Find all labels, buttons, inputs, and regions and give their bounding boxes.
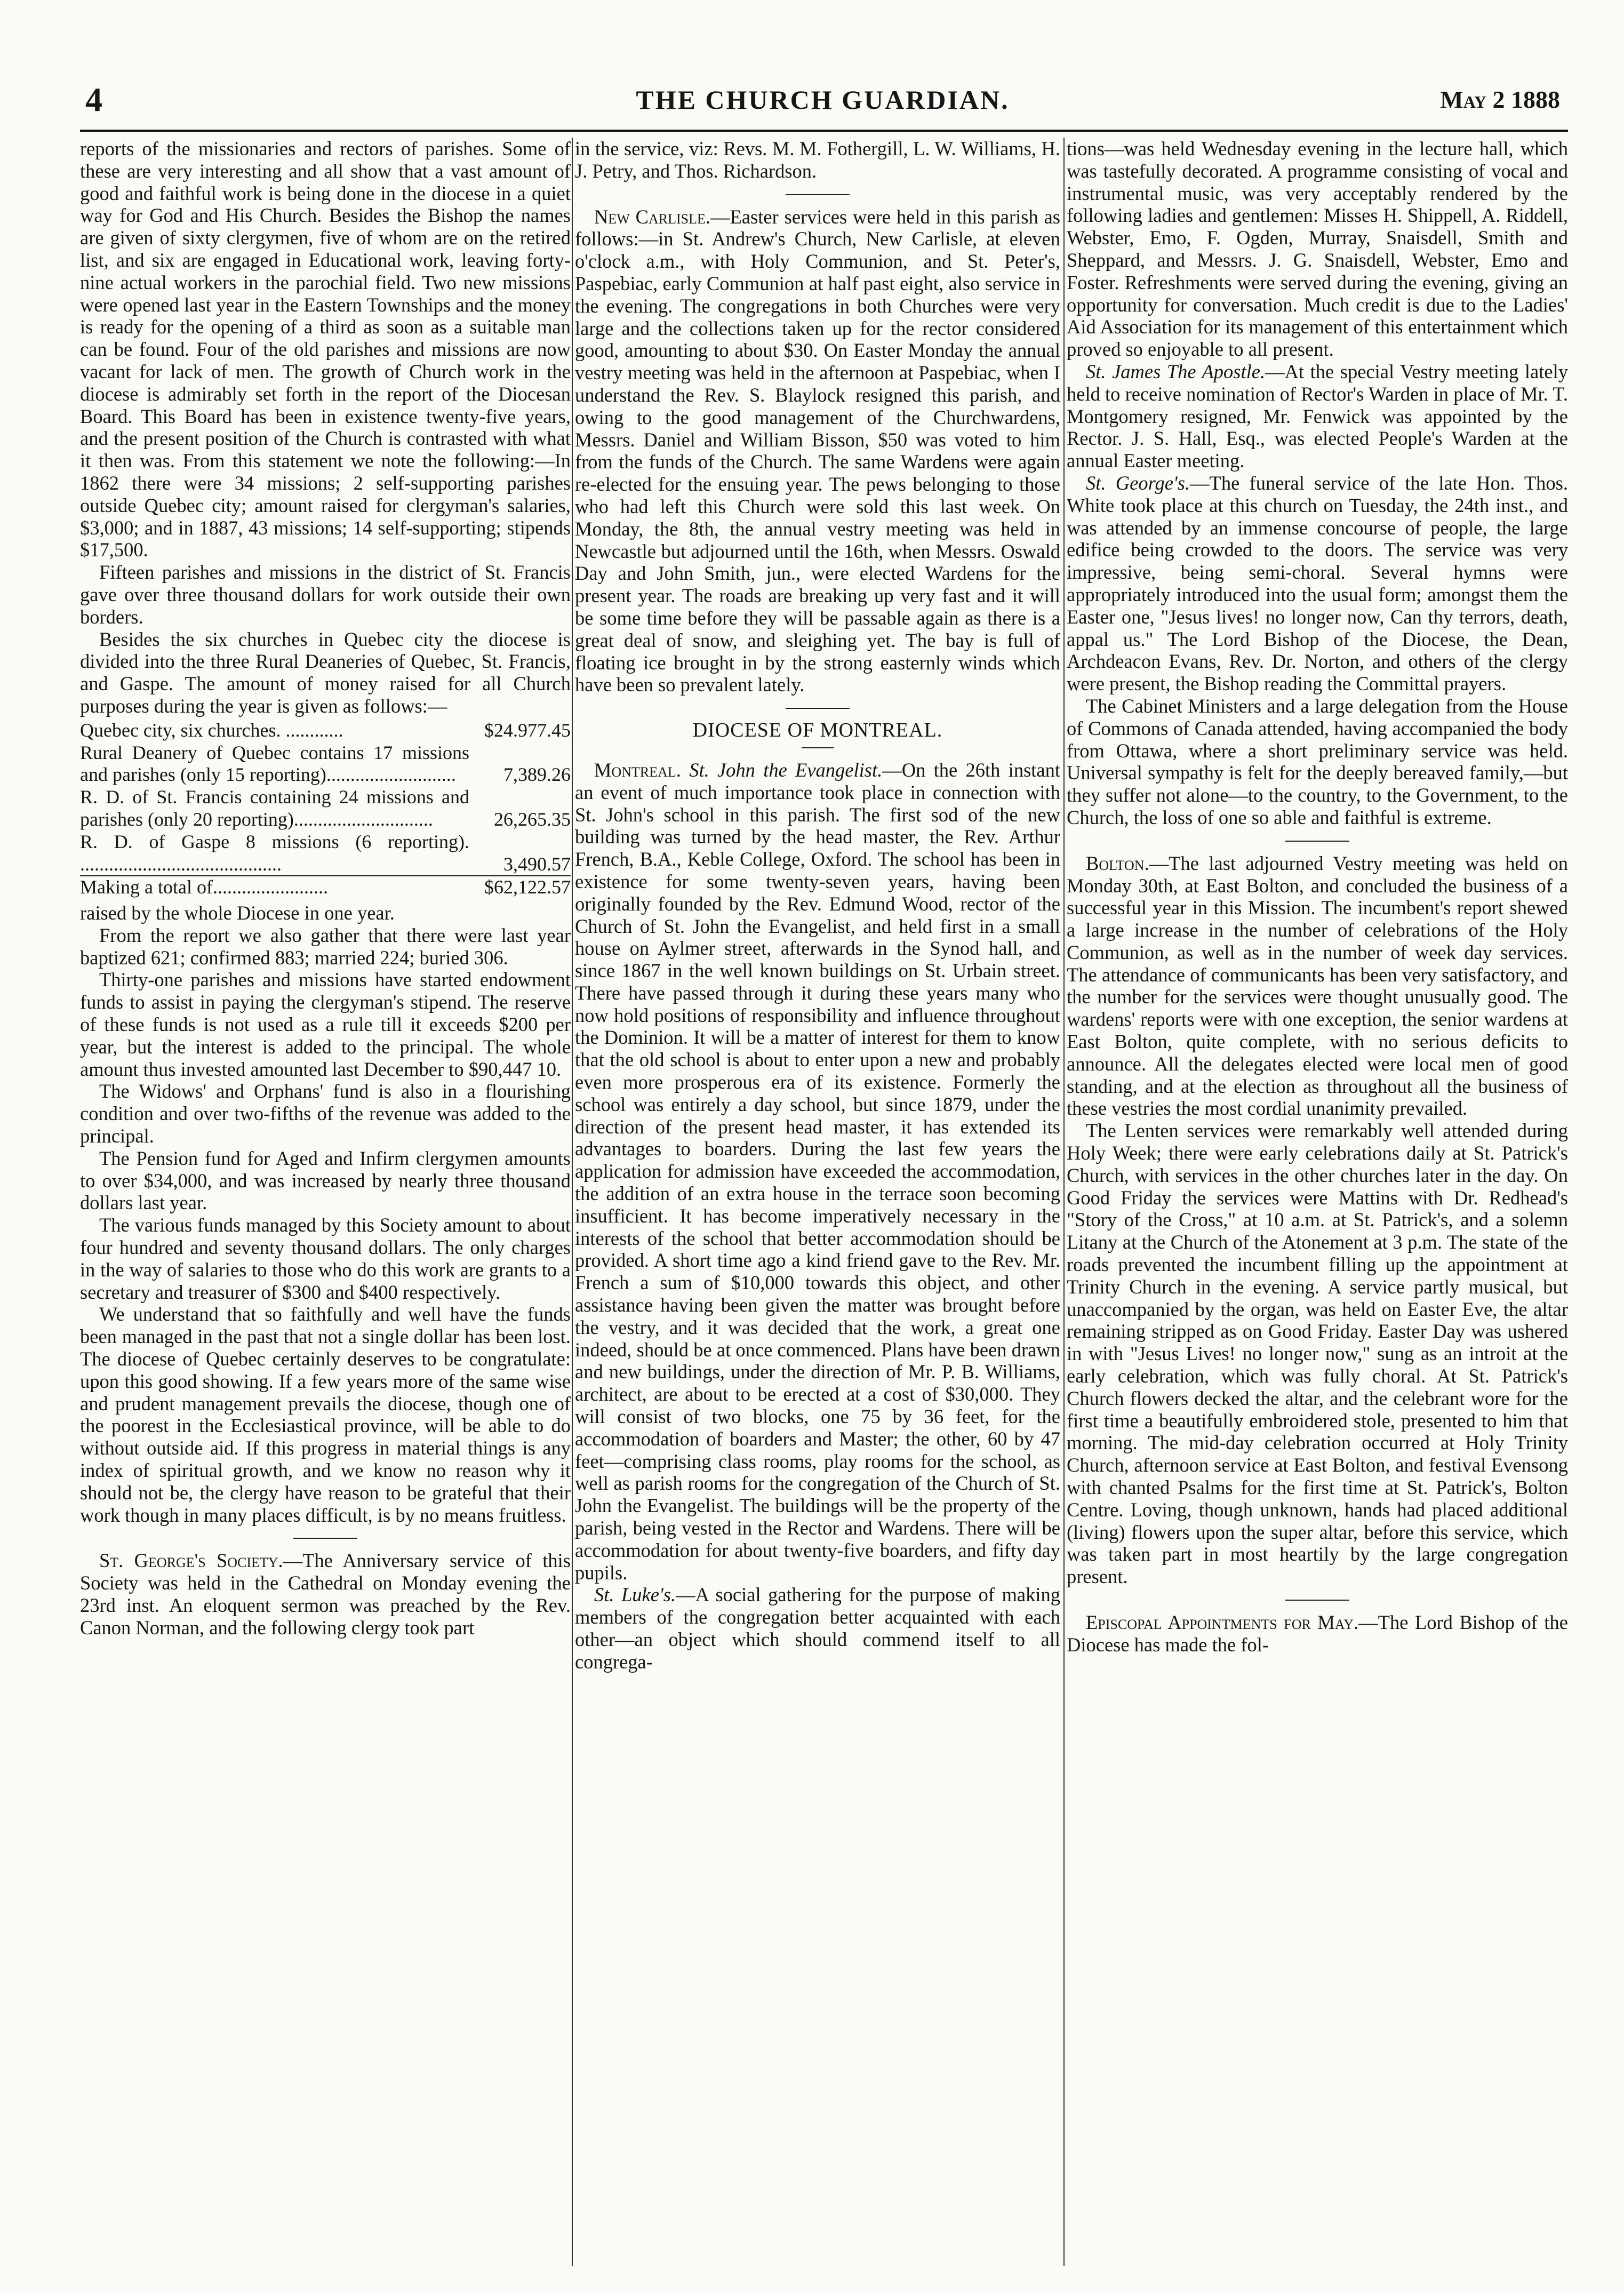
heading-rule <box>802 747 834 748</box>
item-lead: Montreal. <box>594 758 681 781</box>
item-text: —At the special Vestry meeting lately held to receive nomination of Rector's Warden in place of Mr. T. Montgomery resigned, Mr. Fenwick was appointed by the Rector. J. S. Hall, Esq., was elected People's Warden at the annual Easter meeting. <box>1067 360 1568 472</box>
item-text: —A social gathering for the purpose of making members of the congregation better acquainted with each other—an object which should commend itself to all congrega- <box>575 1584 1060 1673</box>
news-item <box>1067 852 1568 1120</box>
item-lead: St. James The Apostle. <box>1086 360 1266 382</box>
paragraph: in the service, viz: Revs. M. M. Fothergill, L. W. Williams, H. J. Petry, and Thos. Richardson. <box>575 138 1060 182</box>
column-2 <box>575 138 1060 2266</box>
item-subhead: St. John the Evangelist. <box>689 758 883 781</box>
item-lead: New Carlisle. <box>594 205 711 228</box>
paragraph: The various funds managed by this Society amount to about four hundred and seventy thousand dollars. The only charges in the way of salaries to those who do this work are grants to a secretary and treasurer of $300 and $400 respectively. <box>80 1214 571 1303</box>
item-text: —The funeral service of the late Hon. Thos. White took place at this church on Tuesday, the 24th inst., and was attended by an immense concourse of people, the large edifice being crowded to the doors. The service was very impressive, being semi-choral. Several hymns were appropriately introduced into the usual form; amongst them the Easter one, "Jesus lives! no longer now, Can thy terrors, death, appal us." The Lord Bishop of the Diocese, the Dean, Archdeacon Evans, Rev. Dr. Norton, and others of the clergy were present, the Bishop reading the Committal prayers. <box>1067 472 1568 695</box>
news-item <box>575 206 1060 697</box>
table-cell-amount: 26,265.35 <box>494 808 571 830</box>
newspaper-title: THE CHURCH GUARDIAN. <box>636 85 1010 115</box>
table-cell-amount: 3,490.57 <box>503 853 571 875</box>
paragraph: The Widows' and Orphans' fund is also in a flourishing condition and over two-fifths of the revenue was added to the principal. <box>80 1080 571 1147</box>
column-divider <box>1063 138 1065 2266</box>
table-cell-amount: 7,389.26 <box>503 764 571 786</box>
paragraph: raised by the whole Diocese in one year. <box>80 902 395 924</box>
funds-table <box>80 720 571 899</box>
paragraph: Thirty-one parishes and missions have started endowment funds to assist in paying the clergyman's stipend. The reserve of these funds is not used as a rule till it exceeds $200 per year, but the interest is added to the principal. The whole amount thus invested amounted last December to $90,447 10. <box>80 969 571 1080</box>
paragraph: We understand that so faithfully and well have the funds been managed in the past that not a single dollar has been lost. The diocese of Quebec certainly deserves to be congratulate: upon this good showing. If a few years more of the same wise and prudent management prevails the diocese, though one of the poorest in the Ecclesiastical province, will be able to do without outside aid. If this progress in material things is any index of spiritual growth, and we know no reason why it should not be, the clergy have reason to be grateful that their work though in many places difficult, is by no means fruitless. <box>80 1303 571 1526</box>
paragraph: tions—was held Wednesday evening in the lecture hall, which was tastefully decorated. A programme consisting of vocal and instrumental music, was very acceptably rendered by the following ladies and gentlemen: Misses H. Shippell, A. Riddell, Webster, Emo, F. Ogden, Murray, Snaisdell, Smith and Sheppard, and Messrs. J. G. Snaisdell, Webster, Emo and Foster. Refreshments were served during the evening, giving an opportunity for conversation. Much credit is due to the Ladies' Aid Association for its management of this entertainment which proved so enjoyable to all present. <box>1067 138 1568 361</box>
table-row <box>80 742 571 787</box>
news-item <box>1067 472 1568 695</box>
news-item <box>575 759 1060 1584</box>
item-lead: St. George's. <box>1086 472 1190 494</box>
section-separator <box>293 1538 357 1539</box>
item-lead: Episcopal Appointments for May. <box>1086 1611 1359 1633</box>
table-total-row <box>80 876 571 899</box>
item-text: —The Anniversary service of this Society was held in the Cathedral on Monday evening the 23rd inst. An eloquent sermon was preached by the Rev. Canon Norman, and the following clergy took part <box>80 1549 571 1639</box>
news-item <box>80 1549 571 1639</box>
paragraph: reports of the missionaries and rectors of parishes. Some of these are very interesting and all show that a vast amount of good and faithful work is being done in the diocese in a quiet way for God and His Church. Besides the Bishop the names are given of sixty clergymen, five of whom are on the retired list, and six are engaged in Educational work, leaving forty-nine actual workers in the parochial field. Two new missions were opened last year in the Eastern Townships and the money is ready for the opening of a third as soon as a suitable man can be found. Four of the old parishes and missions are now vacant for lack of men. The growth of Church work in the diocese is admirably set forth in the report of the Diocesan Board. This Board has been in existence twenty-five years, and the present position of the Church is contrasted with what it then was. From this statement we note the following:—In 1862 there were 34 missions; 2 self-supporting parishes outside Quebec city; amount raised for clergyman's salaries, $3,000; and in 1887, 43 missions; 14 self-supporting; stipends $17,500. <box>80 138 571 561</box>
section-heading: DIOCESE OF MONTREAL. <box>692 719 943 742</box>
issue-date: May 2 1888 <box>1440 86 1560 113</box>
table-cell-label: R. D. of St. Francis containing 24 missions and parishes (only 20 reporting)............................. <box>80 786 469 830</box>
masthead <box>85 80 1560 123</box>
paragraph: Besides the six churches in Quebec city the diocese is divided into the three Rural Deaneries of Quebec, St. Francis, and Gaspe. The amount of money raised for all Church purposes during the year is given as follows:— <box>80 628 571 717</box>
news-item <box>575 1584 1060 1673</box>
table-row <box>80 786 571 831</box>
table-cell-label: R. D. of Gaspe 8 missions (6 reporting). .......................................... <box>80 830 469 875</box>
item-text: —On the 26th instant an event of much importance took place in connection with St. John's school in this parish. The first sod of the new building was turned by the head master, the Rev. Arthur French, B.A., Keble College, Oxford. The school has been in existence for some twenty-seven years, having been originally founded by the Rev. Edmund Wood, rector of the Church of St. John the Evangelist, and held first in a small house on Aylmer street, afterwards in the Synod hall, and since 1867 in the well known buildings on St. Urbain street. There have passed through it during these years many who now hold positions of responsibility and influence throughout the Dominion. It will be a matter of interest for them to know that the old school is about to enter upon a new and probably even more prosperous era of its existence. Formerly the school was entirely a day school, but since 1879, under the direction of the present head master, it has extended its advantages to boarders. During the last few years the application for admission have exceeded the accommodation, the addition of an extra house in the terrace soon becoming insufficient. It has become imperatively necessary in the interests of the school that better accommodation should be provided. A short time ago a kind friend gave to the Rev. Mr. French a sum of $10,000 towards this object, and other assistance having been given the matter was brought before the vestry, and it was decided that the work, a great one indeed, should be at once commenced. Plans have been drawn and new buildings, under the direction of Mr. P. B. Williams, architect, are about to be erected at a cost of $30,000. They will consist of two blocks, one 75 by 36 feet, for the accommodation of boarders and Master; the other, 60 by 47 feet—comprising class rooms, play rooms for the school, as well as parish rooms for the congregation of the Church of St. John the Evangelist. The buildings will be the property of the parish, being vested in the Rector and Wardens. There will be accommodation for about twenty-five boarders, and fifty day pupils. <box>575 758 1060 1584</box>
table-cell-label: Rural Deanery of Quebec contains 17 missions and parishes (only 15 reporting)........................... <box>80 741 469 786</box>
item-lead: St. Luke's. <box>594 1584 676 1606</box>
column-1 <box>80 138 571 2266</box>
table-cell-label: Quebec city, six churches. ............ <box>80 719 343 741</box>
paragraph: From the report we also gather that there were last year baptized 621; confirmed 883; married 224; buried 306. <box>80 924 571 969</box>
table-row <box>80 831 571 876</box>
paragraph: The Pension fund for Aged and Infirm clergymen amounts to over $34,000, and was increased by nearly three thousand dollars last year. <box>80 1147 571 1214</box>
item-text: —The last adjourned Vestry meeting was held on Monday 30th, at East Bolton, and concluded the business of a successful year in this Mission. The incumbent's report shewed a large increase in the number of celebrations of the Holy Communion, as well as in the number of week day services. The attendance of communicants has been very satisfactory, and the number for the services were thought unusually good. The wardens' reports were with one exception, the senior wardens at East Bolton, quite complete, with no serious deficits to announce. All the delegates elected were local men of good standing, and at the election as throughout all the business of these vestries the most cordial unanimity prevailed. <box>1067 852 1568 1120</box>
section-separator <box>1285 1600 1349 1601</box>
masthead-rule <box>80 130 1568 132</box>
paragraph: The Lenten services were remarkably well attended during Holy Week; there were early celebrations daily at St. Patrick's Church, with services in the other churches later in the day. On Good Friday the services were Mattins with Dr. Redhead's "Story of the Cross," at 10 a.m. at St. Patrick's, and a solemn Litany at the Church of the Atonement at 3 p.m. The state of the roads prevented the incumbent filling up the appointment at Trinity Church in the evening. A service partly musical, but unaccompanied by the organ, was held on Easter Eve, the altar remaining stripped as on Good Friday. Easter Day was ushered in with "Jesus Lives! no longer now," sung as an introit at the early celebration, which was fully choral. At St. Patrick's Church flowers decked the altar, and the celebrant wore for the first time a beautifully embroidered stole, presented to him that morning. The mid-day celebration occurred at Holy Trinity Church, afternoon service at East Bolton, and festival Evensong with chanted Psalms for the first time at St. Patrick's, Bolton Centre. Loving, though unknown, hands had placed additional (living) flowers upon the super altar, before this service, which was taken part in most heartily by the large congregation present. <box>1067 1120 1568 1588</box>
item-lead: Bolton. <box>1086 852 1149 874</box>
table-cell-amount: $24.977.45 <box>484 719 571 741</box>
section-separator <box>786 194 850 195</box>
section-separator <box>786 708 850 709</box>
table-row <box>80 720 571 742</box>
paragraph: Fifteen parishes and missions in the district of St. Francis gave over three thousand dollars for work outside their own borders. <box>80 561 571 628</box>
total-label: Making a total of........................ <box>80 876 469 899</box>
column-3 <box>1067 138 1568 2266</box>
news-item <box>1067 1611 1568 1656</box>
paragraph: The Cabinet Ministers and a large delegation from the House of Commons of Canada attended, having accompanied the body from Ottawa, where a short preliminary service was held. Universal sympathy is felt for the deeply bereaved family,—but they suffer not alone—to the country, to the Government, to the Church, the loss of one so able and faithful is extreme. <box>1067 694 1568 828</box>
item-lead: St. George's Society. <box>99 1549 283 1572</box>
section-separator <box>1285 841 1349 842</box>
news-item <box>1067 361 1568 472</box>
page-number: 4 <box>85 81 102 118</box>
item-text: —The Lord Bishop of the Diocese has made the fol- <box>1067 1611 1568 1656</box>
total-amount: $62,122.57 <box>469 876 571 899</box>
column-divider <box>572 138 573 2266</box>
item-text: —Easter services were held in this parish as follows:—in St. Andrew's Church, New Carlisle, at eleven o'clock a.m., with Holy Communion, and St. Peter's, Paspebiac, early Communion at half past eight, also service in the evening. The congregations in both Churches were very large and the collections taken up for the rector considered good, amounting to about $30. On Easter Monday the annual vestry meeting was held in the afternoon at Paspebiac, when I understand the Rev. S. Blaylock resigned this parish, and owing to the good management of the Churchwardens, Messrs. Daniel and William Bisson, $50 was voted to him from the funds of the Church. The same Wardens were again re-elected for the ensuing year. The pews belonging to those who had left this Church were sold this last week. On Monday, the 8th, the annual vestry meeting was held in Newcastle but adjourned until the 16th, when Messrs. Oswald Day and John Smith, jun., were elected Wardens for the present year. The roads are breaking up very fast and it will be some time before they will be passable again as there is a great deal of snow, and sleighing yet. The bay is full of floating ice brought in by the strong easternly winds which have been so prevalent lately. <box>575 205 1060 696</box>
